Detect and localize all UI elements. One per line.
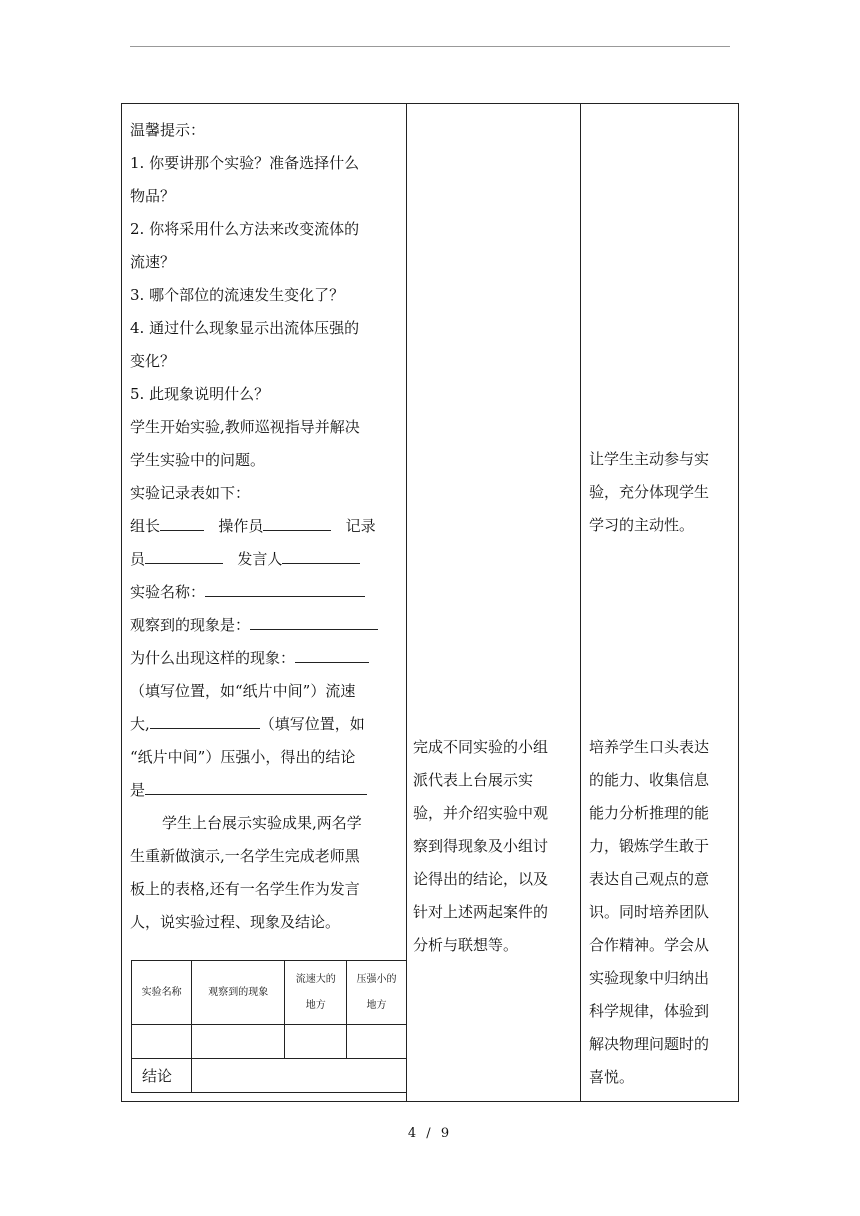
question-2-cont: 流速？: [130, 253, 176, 271]
header-text: 流速大的: [295, 973, 336, 985]
lesson-table: [121, 103, 739, 1102]
experiment-name-line: [130, 576, 400, 609]
text-line: 论得出的结论，以及: [413, 870, 549, 888]
fill-position-line: [130, 708, 400, 741]
header-text: 地方: [366, 999, 387, 1011]
conclusion-blank: [145, 776, 367, 795]
fill-position-hint: （填写位置，如: [259, 715, 365, 733]
text-line: 派代表上台展示实: [413, 771, 534, 789]
question-4-cont: 变化？: [130, 352, 176, 370]
why-label: 为什么出现这样的现象：: [130, 649, 296, 667]
text-line: 喜悦。: [589, 1068, 635, 1086]
fill-position-line: “纸片中间”）压强小，得出的结论: [130, 748, 356, 766]
question-2: 2. 你将采用什么方法来改变流体的: [130, 220, 360, 238]
page-number: 4 / 9: [407, 1126, 453, 1141]
observed-label: 观察到的现象是：: [130, 616, 251, 634]
column-divider: [580, 104, 581, 1101]
observed-blank: [250, 611, 378, 630]
header-observed: 观察到的现象: [192, 961, 285, 1025]
conclusion-value-cell: [192, 1059, 407, 1093]
table-cell: [347, 1025, 407, 1059]
why-line: [130, 642, 400, 675]
text-line: 解决物理问题时的: [589, 1035, 710, 1053]
show-paragraph: 板上的表格,还有一名学生作为发言: [130, 880, 360, 898]
experiment-name-blank: [205, 578, 365, 597]
text-line: 验，并介绍实验中观: [413, 804, 549, 822]
text-line: 验，充分体现学生: [589, 483, 710, 501]
design-intent-column-a: [589, 443, 733, 542]
text-line: 表达自己观点的意: [589, 870, 710, 888]
text-line: 分析与联想等。: [413, 936, 519, 954]
record-table-header-row: [132, 961, 407, 1025]
show-paragraph: 人，说实验过程、现象及结论。: [130, 913, 341, 931]
header-text: 压强小的: [356, 973, 397, 985]
column-divider: [406, 104, 407, 1101]
text-line: 完成不同实验的小组: [413, 738, 549, 756]
fast-flow-blank: [150, 710, 260, 729]
text-line: 科学规律，体验到: [589, 1002, 710, 1020]
show-paragraph: 生重新做演示,一名学生完成老师黑: [130, 847, 360, 865]
text-line: 学习的主动性。: [589, 516, 695, 534]
teaching-process-column: [130, 114, 400, 939]
recorder-label-cont: 员: [130, 550, 146, 568]
text-line: 识。同时培养团队: [589, 903, 710, 921]
design-intent-column-b: [589, 731, 733, 1094]
table-cell: [192, 1025, 285, 1059]
operator-blank: [263, 512, 331, 531]
experiment-record-table: [131, 960, 407, 1093]
show-paragraph: 学生上台展示实验成果,两名学: [162, 814, 362, 832]
conclusion-cell: 结论: [132, 1059, 192, 1093]
speaker-blank: [282, 545, 360, 564]
observed-line: [130, 609, 400, 642]
header-low-pressure: [347, 961, 407, 1025]
experiment-name-label: 实验名称：: [130, 583, 206, 601]
conclusion-label: 是: [130, 781, 146, 799]
header-fast-flow: [285, 961, 347, 1025]
text-line: 能力分析推理的能: [589, 804, 710, 822]
question-3: 3. 哪个部位的流速发生变化了？: [130, 286, 345, 304]
record-title: 实验记录表如下：: [130, 484, 251, 502]
record-table-row: [132, 1025, 407, 1059]
question-5: 5. 此现象说明什么？: [130, 385, 270, 403]
table-cell: [285, 1025, 347, 1059]
header-rule: [130, 46, 730, 47]
paragraph-line: 学生实验中的问题。: [130, 451, 266, 469]
text-line: 察到得现象及小组讨: [413, 837, 549, 855]
conclusion-line: [130, 774, 400, 807]
text-line: 实验现象中归纳出: [589, 969, 710, 987]
question-1: 1. 你要讲那个实验？准备选择什么: [130, 154, 360, 172]
text-line: 针对上述两起案件的: [413, 903, 549, 921]
text-line: 让学生主动参与实: [589, 450, 710, 468]
recorder-blank: [145, 545, 223, 564]
leader-label: 组长: [130, 517, 161, 535]
tip-title: 温馨提示：: [130, 121, 206, 139]
header-text: 地方: [305, 999, 326, 1011]
student-activity-column: [413, 731, 577, 962]
operator-label: 操作员: [218, 517, 264, 535]
roles-line-1: [130, 510, 400, 543]
text-line: 合作精神。学会从: [589, 936, 710, 954]
text-line: 力，锻炼学生敢于: [589, 837, 710, 855]
text-line: 培养学生口头表达: [589, 738, 710, 756]
fill-position-line: （填写位置，如“纸片中间”）流速: [130, 682, 356, 700]
record-table-conclusion-row: [132, 1059, 407, 1093]
fast-flow-label: 大,: [130, 715, 150, 733]
question-1-cont: 物品？: [130, 187, 176, 205]
table-cell: [132, 1025, 192, 1059]
recorder-label: 记录: [345, 517, 376, 535]
header-experiment-name: 实验名称: [132, 961, 192, 1025]
question-4: 4. 通过什么现象显示出流体压强的: [130, 319, 360, 337]
roles-line-2: [130, 543, 400, 576]
why-blank: [295, 644, 369, 663]
text-line: 的能力、收集信息: [589, 771, 710, 789]
speaker-label: 发言人: [237, 550, 283, 568]
paragraph-line: 学生开始实验,教师巡视指导并解决: [130, 418, 360, 436]
leader-blank: [160, 512, 204, 531]
